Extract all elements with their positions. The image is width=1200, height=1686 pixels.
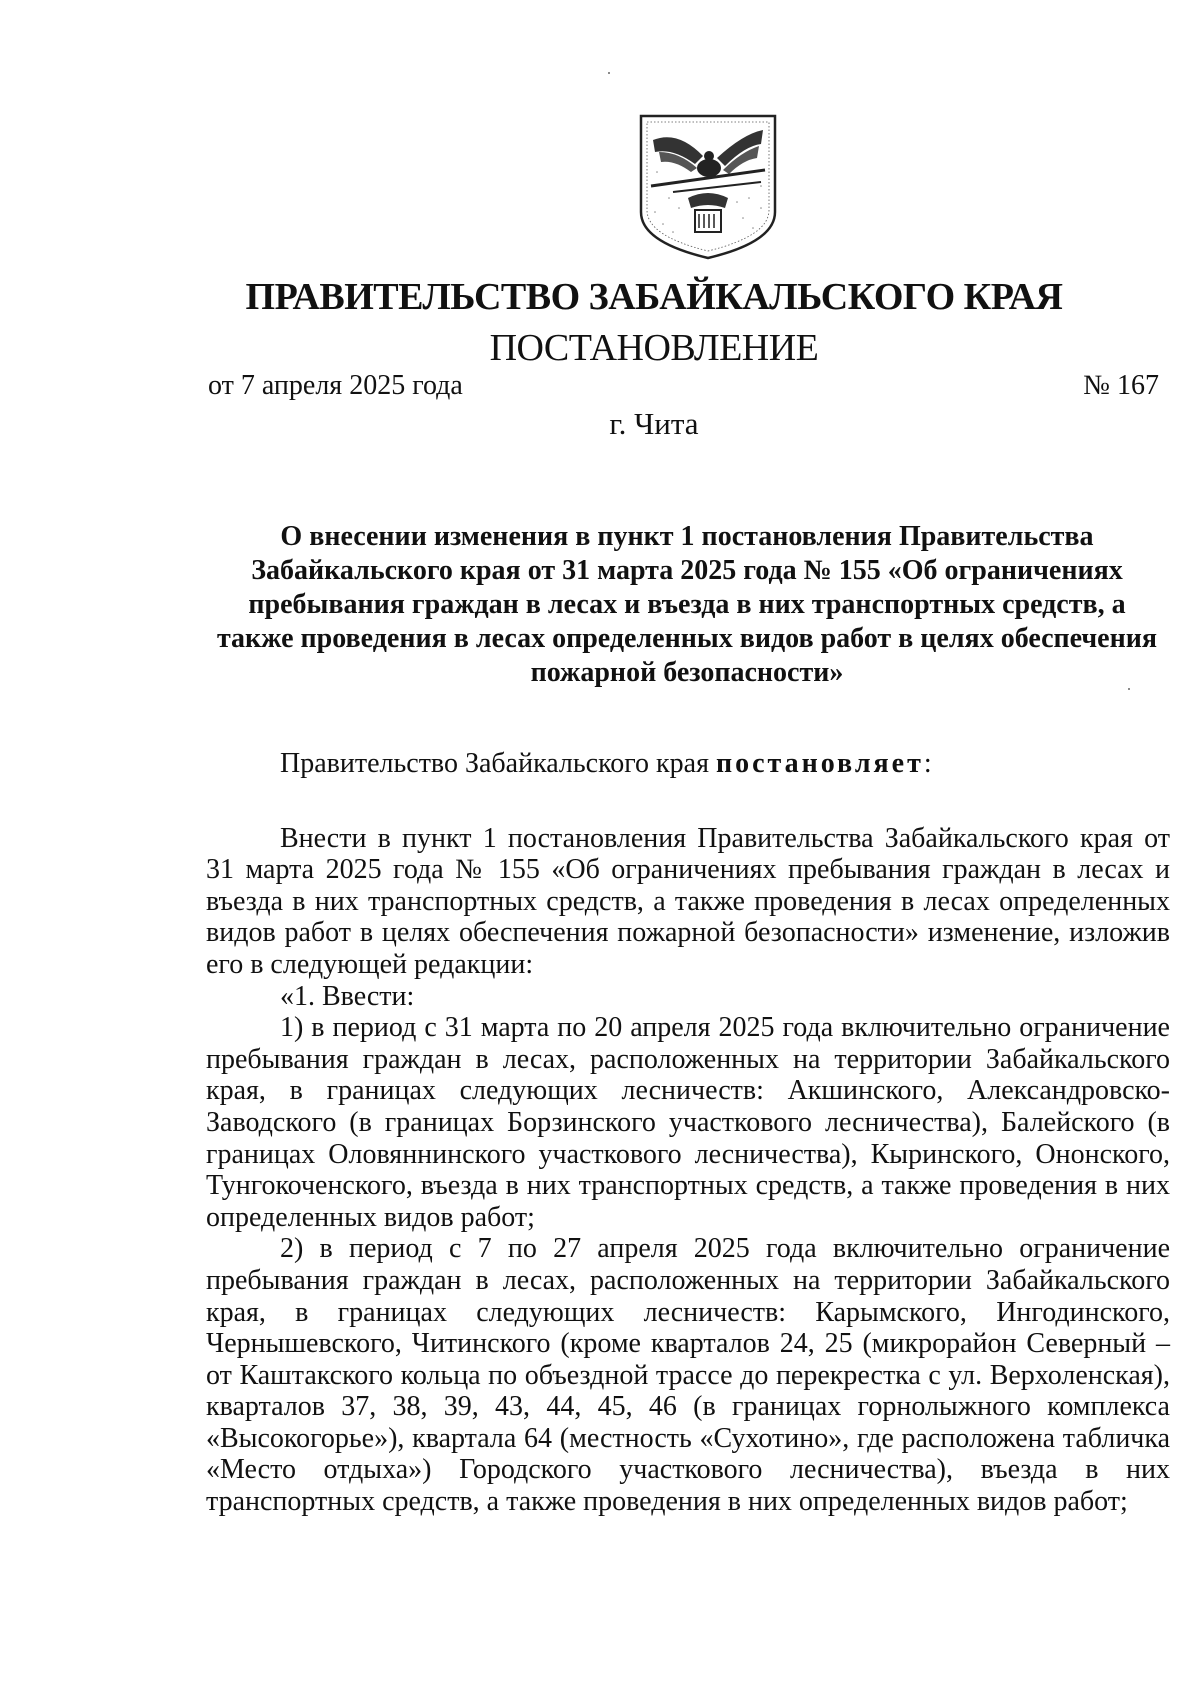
preamble-paragraph (206, 748, 1170, 780)
preamble-start: Правительство Забайкальского края (280, 748, 716, 779)
body-paragraph-4: 2) в период с 7 по 27 апреля 2025 года включительно ограничение пребывания граждан в лесах, расположенных на территории Забайкальского края, в границах следующих лесничеств: Карымского, Ингодинского, Чернышевского, Читинского (кроме кварталов 24, 25 (микрорайон Северный – от Каштакского кольца по объездной трассе до перекрестка с ул. Верхоленская), кварталов 37, 38, 39, 43, 44, 45, 46 (в границах горнолыжного комплекса «Высокогорье»), квартала 64 (местность «Сухотино», где расположена табличка «Место отдыха») Городского участкового лесничества), въезда в них транспортных средств, а также проведения в них определенных видов работ; (206, 1233, 1170, 1518)
body-paragraph-2: «1. Ввести: (280, 980, 415, 1012)
scan-speck (608, 72, 610, 74)
coat-of-arms-emblem (633, 112, 783, 262)
document-number: № 167 (1083, 370, 1159, 401)
preamble-end: : (923, 748, 932, 779)
document-city: г. Чита (609, 406, 699, 441)
document-body (206, 748, 1170, 1518)
preamble-keyword: постановляет (715, 748, 924, 779)
organization-title: ПРАВИТЕЛЬСТВО ЗАБАЙКАЛЬСКОГО КРАЯ (245, 276, 1063, 318)
document-heading: О внесении изменения в пункт 1 постановления Правительства Забайкальского края от 31 марта 2025 года № 155 «Об ограничениях пребывания граждан в лесах и въезда в них транспортных средств, а также проведения в лесах определенных видов работ в целях обеспечения пожарной безопасности» (216, 521, 1158, 688)
document-type: ПОСТАНОВЛЕНИЕ (489, 327, 819, 369)
body-paragraph-1: Внести в пункт 1 постановления Правительства Забайкальского края от 31 марта 2025 года № 155 «Об ограничениях пребывания граждан в лесах и въезда в них транспортных средств, а также проведения в лесах определенных видов работ в целях обеспечения пожарной безопасности» изменение, изложив его в следующей редакции: (206, 822, 1170, 980)
body-paragraph-3: 1) в период с 31 марта по 20 апреля 2025 года включительно ограничение пребывания граждан в лесах, расположенных на территории Забайкальского края, в границах следующих лесничеств: Акшинского, Александровско-Заводского (в границах Борзинского участкового лесничества), Балейского (в границах Оловяннинского участкового лесничества), Кыринского, Ононского, Тунгокоченского, въезда в них транспортных средств, а также проведения в них определенных видов работ; (206, 1012, 1170, 1233)
document-date: от 7 апреля 2025 года (208, 370, 463, 401)
